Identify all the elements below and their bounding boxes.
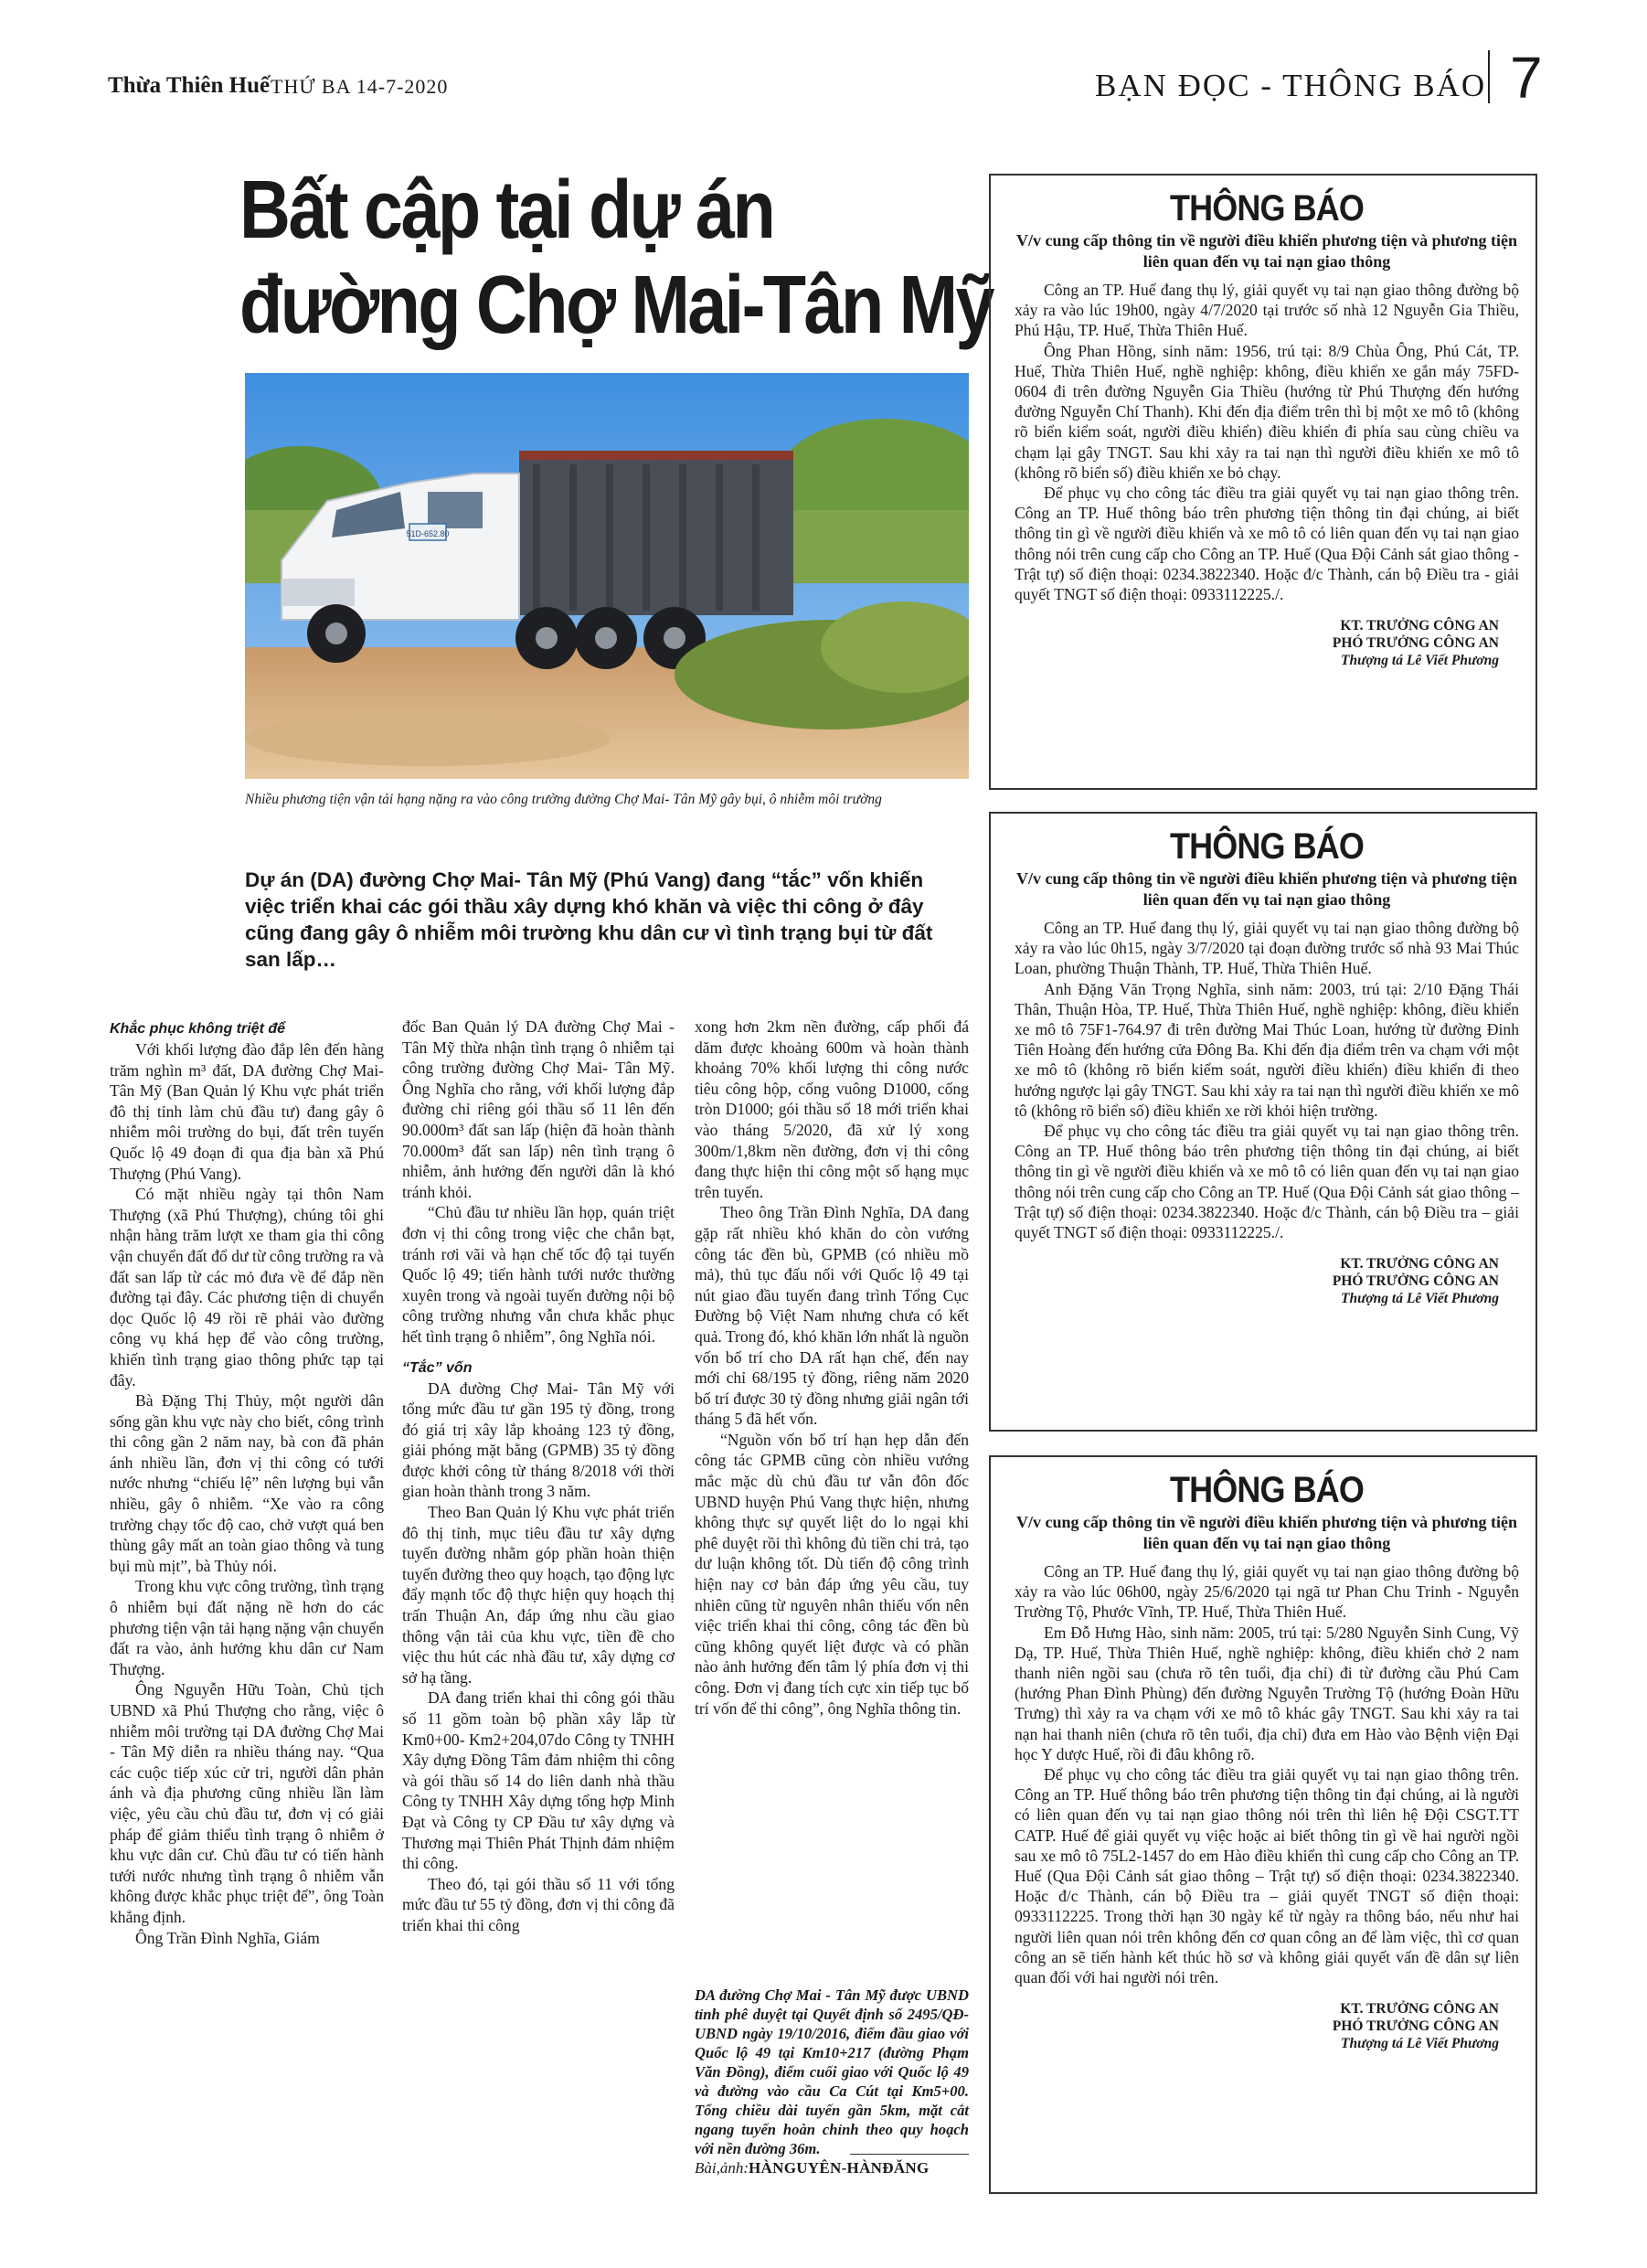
notice-title: THÔNG BÁO	[1170, 188, 1364, 229]
paragraph: Ông Nguyễn Hữu Toàn, Chủ tịch UBND xã Phú Thượng cho rằng, việc ô nhiễm môi trường tại DA đường Chợ Mai - Tân Mỹ diễn ra nhiều tháng nay. “Qua các cuộc tiếp xúc cử tri, người dân phản ánh và địa phương cũng nhiều lần làm việc, yêu cầu chủ đầu tư, đơn vị có giải pháp để giảm thiểu tình trạng ô nhiễm ở khu vực dân cư. Chủ đầu tư có tiến hành tưới nước nhưng tình trạng ô nhiễm vẫn không được khắc phục triệt để”, ông Toàn khẳng định.	[110, 1680, 384, 1926]
notice-paragraph: Để phục vụ cho công tác điều tra giải quyết vụ tai nạn giao thông trên. Công an TP. Huế thông báo trên phương tiện thông tin đại chúng, ai là người có liên quan đến vụ tai nạn giao thông nói trên thì liên hệ Đội CSGT.TT CATP. Huế để giải quyết vụ việc hoặc ai biết thông tin gì về hai người ngồi sau xe mô tô 75L2-1457 do em Hào điều khiển thì cung cấp cho Công an TP. Huế (Qua Đội Cảnh sát giao thông – Trật tự) số điện thoại: 0234.3822340. Hoặc đ/c Thành, cán bộ Điều tra – giải quyết TNGT số điện thoại: 0933112225. Trong thời hạn 30 ngày kể từ ngày ra thông báo, nếu như hai người liên quan nói trên không đến cơ quan công an để làm việc, thì cơ quan công an sẽ tiến hành kết thúc hồ sơ và không giải quyết vấn đề dân sự liên quan đối với hai người nói trên.	[1015, 1765, 1519, 1987]
paragraph: Ông Trần Đình Nghĩa, Giám	[135, 1928, 320, 1947]
signature-line-1: KT. TRƯỞNG CÔNG AN	[1340, 618, 1499, 634]
byline	[695, 2159, 930, 2177]
article-column-1	[110, 1019, 384, 1948]
section-title: BẠN ĐỌC - THÔNG BÁO	[1095, 68, 1487, 103]
article-column-3	[695, 1017, 969, 1719]
issue-date: THỨ BA 14-7-2020	[271, 75, 449, 98]
byline-divider	[850, 2154, 969, 2155]
paragraph: đốc Ban Quản lý DA đường Chợ Mai - Tân Mỹ thừa nhận tình trạng ô nhiễm tại công trường đường Chợ Mai- Tân Mỹ. Ông Nghĩa cho rằng, với khối lượng đắp đường chỉ riêng gói thầu số 11 lên đến 90.000m³ đất san lấp (hiện đã hoàn thành 70.000m³ đất san lấp) nên tình trạng ô nhiễm, ảnh hưởng đến người dân là khó tránh khỏi.	[402, 1017, 675, 1201]
paragraph: Theo Ban Quản lý Khu vực phát triển đô thị tỉnh, mục tiêu đầu tư xây dựng tuyến đường nhằm góp phần hoàn thiện tuyến đường theo quy hoạch, tạo động lực đẩy mạnh tốc độ thực hiện quy hoạch thị trấn Thuận An, đáp ứng nhu cầu giao thông vận tải của khu vực, tiền đề cho việc thu hút các nhà đầu tư, xây dựng cơ sở hạ tầng.	[402, 1503, 675, 1687]
signature-line-1: KT. TRƯỞNG CÔNG AN	[1340, 1256, 1499, 1272]
notice-signature	[1015, 617, 1519, 669]
paragraph: Trong khu vực công trường, tình trạng ô nhiễm bụi đất nặng nề hơn do các phương tiện vận tải hạng nặng vận chuyển đất ra vào, ảnh hưởng khu dân cư Nam Thượng.	[110, 1577, 384, 1678]
notice-paragraph: Công an TP. Huế đang thụ lý, giải quyết vụ tai nạn giao thông đường bộ xảy ra vào lúc 19h00, ngày 4/7/2020 tại trước số nhà 12 Nguyễn Gia Thiều, Phú Hậu, TP. Huế, Thừa Thiên Huế.	[1015, 281, 1519, 340]
paragraph: Theo đó, tại gói thầu số 11 với tổng mức đầu tư 55 tỷ đồng, đơn vị thi công đã triển khai thi công	[402, 1874, 675, 1934]
subhead-2: “Tắc” vốn	[402, 1359, 473, 1376]
paragraph: DA đang triển khai thi công gói thầu số 11 gồm toàn bộ phần xây lắp từ Km0+00- Km2+204,07do Công ty TNHH Xây dựng Đồng Tâm đảm nhiệm thi công và gói thầu số 14 do liên danh nhà thầu Công ty TNHH Xây dựng tổng hợp Minh Đạt và Công ty CP Đầu tư xây dựng và Thương mại Thiên Phát Thịnh đảm nhiệm thi công.	[402, 1688, 675, 1873]
notice-signature	[1015, 1255, 1519, 1307]
paragraph: Bà Đặng Thị Thủy, một người dân sống gần khu vực này cho biết, công trình thi công gần 2 năm nay, bà con đã phản ánh nhiều lần, đơn vị thi công có tưới nước nhưng “chiếu lệ” nên lượng bụi vẫn nhiều, gây ô nhiễm. “Xe vào ra công trường chạy tốc độ cao, chở vượt quá ben thùng gây mất an toàn giao thông và tung bụi mù mịt”, bà Thủy nói.	[110, 1391, 384, 1575]
paragraph: “Nguồn vốn bố trí hạn hẹp dẫn đến công tác GPMB cũng còn nhiều vướng mắc mặc dù chủ đầu tư vẫn đôn đốc UBND huyện Phú Vang thực hiện, nhưng không thực sự quyết liệt do lo ngại khi phê duyệt rồi thì không đủ tiền chi trả, tạo dư luận không tốt. Dù tiến độ công trình hiện nay cơ bản đáp ứng yêu cầu, tuy nhiên cũng từ nguyên nhân thiếu vốn nên việc triển khai thi công, công tác đền bù cũng không quyết liệt được và có phần nào ảnh hưởng đến tâm lý phía đơn vị thi công. Đơn vị đang tích cực xin tiếp tục bố trí vốn để thi công”, ông Nghĩa thông tin.	[695, 1430, 969, 1718]
article-photo	[245, 373, 969, 779]
paragraph: Có mặt nhiều ngày tại thôn Nam Thượng (xã Phú Thượng), chúng tôi ghi nhận hàng trăm lượt xe tham gia thi công vận chuyển đất đổ dư từ công trường ra và đất san lấp từ các mỏ đưa về để đắp nền đường tại đây. Các phương tiện di chuyển dọc Quốc lộ 49 rồi rẽ phải vào đường công vụ khá hẹp để vào công trường, khiến tình trạng giao thông phức tạp tại đây.	[110, 1185, 384, 1390]
notice-signature	[1015, 2000, 1519, 2052]
notice-body	[1015, 1561, 1519, 1987]
notice-paragraph: Em Đỗ Hưng Hào, sinh năm: 2005, trú tại: 5/280 Nguyễn Sinh Cung, Vỹ Dạ, TP. Huế, Thừa Thiên Huế, nghề nghiệp: không, điều khiển chở 2 nam thanh niên ngồi sau (chưa rõ tên tuổi, địa chỉ) đi từ đường cầu Phú Cam (hướng Phan Đình Phùng) đến đường Nguyễn Trường Tộ (hướng Đoàn Hữu Trưng) thì xảy ra va chạm với xe mô tô khác gây TNGT. Sau khi xảy ra tai nạn hai thanh niên (chưa rõ tên tuổi, địa chỉ) đưa em Hào vào Bệnh viện Đại học Y dược Huế, rồi đi đâu không rõ.	[1015, 1623, 1519, 1763]
notice-body	[1015, 918, 1519, 1242]
paragraph: Theo ông Trần Đình Nghĩa, DA đang gặp rất nhiều khó khăn do còn vướng công tác đền bù, GPMB (có nhiều mồ mả), thủ tục đấu nối với Quốc lộ 49 tại nút giao đầu tuyến đang trình Tổng Cục Đường bộ Việt Nam nhưng chưa có kết quả. Trong đó, khó khăn lớn nhất là nguồn vốn bố trí cho DA rất hạn chế, đến nay mới chỉ 68/195 tỷ đồng, riêng năm 2020 bố trí được 30 tỷ đồng nhưng giải ngân tới tháng 5 đã hết vốn.	[695, 1203, 969, 1429]
notice-paragraph: Công an TP. Huế đang thụ lý, giải quyết vụ tai nạn giao thông đường bộ xảy ra vào lúc 0h15, ngày 3/7/2020 tại đoạn đường trước số nhà 93 Mai Thúc Loan, phường Thuận Thành, TP. Huế, Thừa Thiên Huế.	[1015, 919, 1519, 978]
article-lede: Dự án (DA) đường Chợ Mai- Tân Mỹ (Phú Vang) đang “tắc” vốn khiến việc triển khai các gói thầu xây dựng khó khăn và việc thi công ở đây cũng đang gây ô nhiễm môi trường khu dân cư vì tình trạng bụi từ đất san lấp…	[245, 868, 933, 971]
byline-author: HÀNGUYÊN-HÀNĐĂNG	[749, 2159, 930, 2177]
notice-paragraph: Ông Phan Hồng, sinh năm: 1956, trú tại: 8/9 Chùa Ông, Phú Cát, TP. Huế, Thừa Thiên Huế, nghề nghiệp: không, điều khiển xe gắn máy 75FD-0604 đi trên đường Nguyễn Gia Thiều (hướng từ Phú Thượng đến hướng đường Nguyễn Chí Thanh). Khi đến địa điểm trên thì bị một xe mô tô (không rõ biển kiểm soát, người điều khiển) điều khiển đi phía sau cùng chiều va chạm lại gây TNGT. Sau khi xảy ra tai nạn thì người điều khiển xe mô tô (không rõ biển số) điều khiển xe bỏ chạy.	[1015, 341, 1519, 482]
byline-prefix: Bài,ảnh:	[695, 2159, 749, 2177]
signature-name: Thượng tá Lê Viết Phương	[1340, 2036, 1499, 2052]
notice-box-1	[989, 174, 1537, 790]
notice-paragraph: Để phục vụ cho công tác điều tra giải quyết vụ tai nạn giao thông trên. Công an TP. Huế thông báo trên phương tiện thông tin đại chúng, ai biết thông tin gì về người điều khiển và xe mô tô có liên quan đến vụ tai nạn giao thông nói trên cung cấp cho Công an TP. Huế (Qua Đội Cảnh sát giao thông - Trật tự) số điện thoại: 0234.3822340. Hoặc đ/c Thành, cán bộ Điều tra - giải quyết TNGT số điện thoại: 0933112225./.	[1015, 484, 1519, 604]
signature-name: Thượng tá Lê Viết Phương	[1340, 653, 1499, 669]
notice-paragraph: Công an TP. Huế đang thụ lý, giải quyết vụ tai nạn giao thông đường bộ xảy ra vào lúc 06h00, ngày 25/6/2020 tại ngã tư Phan Chu Trinh - Nguyễn Trường Tộ, Phước Vĩnh, TP. Huế, Thừa Thiên Huế.	[1015, 1562, 1519, 1622]
notice-subtitle: V/v cung cấp thông tin về người điều khiển phương tiện và phương tiện liên quan đến vụ tai nạn giao thông	[1016, 1513, 1517, 1552]
paragraph: Với khối lượng đào đắp lên đến hàng trăm nghìn m³ đất, DA đường Chợ Mai- Tân Mỹ (Ban Quản lý Khu vực phát triển đô thị tỉnh làm chủ đầu tư) đang gây ô nhiễm môi trường do bụi, đất trên tuyến Quốc lộ 49 đoạn đi qua địa bàn xã Phú Thượng (Phú Vang).	[110, 1040, 384, 1183]
notice-paragraph: Anh Đặng Văn Trọng Nghĩa, sinh năm: 2003, trú tại: 2/10 Đặng Thái Thân, Thuận Hòa, TP. Huế, Thừa Thiên Huế, nghề nghiệp: không, điều khiển xe mô tô 75F1-764.97 đi trên đường Mai Thúc Loan, hướng từ đường Đinh Tiên Hoàng đến hướng cửa Đông Ba. Khi đến địa điểm trên va chạm với một xe mô tô (không rõ biển kiểm soát, người điều khiển) điều khiển đi theo hướng ngược lại gây TNGT. Sau khi xảy ra tai nạn thì người điều khiển xe mô tô (không rõ biển số) điều khiển xe rời khỏi hiện trường.	[1015, 979, 1519, 1120]
paragraph: xong hơn 2km nền đường, cấp phối đá dăm được khoảng 600m và hoàn thành khoảng 70% khối lượng thi công nước tiêu công hộp, cống vuông D1000, cống tròn D1000; gói thầu số 18 mới triển khai vào tháng 5/2020, đã xử lý xong 300m/1,8km nền đường, đơn vị thi công đang thực hiện thi công một số hạng mục trên tuyến.	[695, 1017, 969, 1201]
signature-line-1: KT. TRƯỞNG CÔNG AN	[1340, 2001, 1499, 2018]
notice-box-3	[989, 1455, 1537, 2194]
signature-line-2: PHÓ TRƯỞNG CÔNG AN	[1332, 2018, 1499, 2035]
page-number: 7	[1510, 45, 1543, 111]
photo-caption: Nhiều phương tiện vận tải hạng nặng ra vào công trường đường Chợ Mai- Tân Mỹ gây bụi, ô nhiễm môi trường	[245, 792, 882, 807]
paragraph: DA đường Chợ Mai- Tân Mỹ với tổng mức đầu tư gần 195 tỷ đồng, trong đó giá trị xây lắp khoảng 123 tỷ đồng, giải phóng mặt bằng (GPMB) 35 tỷ đồng được khởi công từ tháng 8/2018 với thời gian hoàn thành trong 3 năm.	[402, 1379, 675, 1501]
headline-line-2: đường Chợ Mai-Tân Mỹ	[239, 260, 993, 351]
notice-box-2	[989, 812, 1537, 1432]
truck-photo-illustration	[245, 373, 969, 779]
notice-subtitle: V/v cung cấp thông tin về người điều khiển phương tiện và phương tiện liên quan đến vụ tai nạn giao thông	[1016, 231, 1517, 271]
truck-plate-text: 51D-652.80	[406, 529, 450, 538]
headline-line-1: Bất cập tại dự án	[239, 165, 774, 256]
notice-subtitle: V/v cung cấp thông tin về người điều khiển phương tiện và phương tiện liên quan đến vụ tai nạn giao thông	[1016, 869, 1517, 909]
paragraph: “Chủ đầu tư nhiều lần họp, quán triệt đơn vị thi công trong việc che chắn bạt, tránh rơi vãi và hạn chế tốc độ tại tuyến Quốc lộ 49; tiến hành tưới nước thường xuyên trong và ngoài tuyến đường nội bộ công trường nhưng vẫn chưa khắc phục hết tình trạng ô nhiễm”, ông Nghĩa nói.	[402, 1203, 675, 1346]
signature-line-2: PHÓ TRƯỞNG CÔNG AN	[1332, 1273, 1499, 1290]
masthead: Thừa Thiên Huế	[108, 73, 271, 98]
signature-name: Thượng tá Lê Viết Phương	[1340, 1291, 1499, 1307]
notice-body	[1015, 280, 1519, 604]
article-column-2	[402, 1017, 675, 1936]
notice-title: THÔNG BÁO	[1170, 826, 1364, 867]
header-divider	[1488, 50, 1490, 103]
signature-line-2: PHÓ TRƯỞNG CÔNG AN	[1332, 635, 1499, 652]
notice-title: THÔNG BÁO	[1170, 1470, 1364, 1510]
headline	[239, 163, 993, 353]
subhead-1: Khắc phục không triệt để	[110, 1021, 286, 1037]
fact-box: DA đường Chợ Mai - Tân Mỹ được UBND tỉnh phê duyệt tại Quyết định số 2495/QĐ-UBND ngày 19/10/2016, điểm đầu giao với Quốc lộ 49 tại Km10+217 (đường Phạm Văn Đồng), điểm cuối giao với Quốc lộ 49 và đường vào cầu Ca Cút tại Km5+00. Tổng chiều dài tuyến gần 5km, mặt cắt ngang tuyến hoàn chỉnh theo quy hoạch với nền đường 36m.	[695, 1986, 969, 2157]
notice-paragraph: Để phục vụ cho công tác điều tra giải quyết vụ tai nạn giao thông trên. Công an TP. Huế thông báo trên phương tiện thông tin đại chúng, ai biết thông tin gì về người điều khiển và xe mô tô có liên quan đến vụ tai nạn giao thông nói trên cung cấp cho Công an TP. Huế (Qua Đội Cảnh sát giao thông – Trật tự) số điện thoại: 0234.3822340. Hoặc đ/c Thành, cán bộ Điều tra – giải quyết TNGT số điện thoại: 0933112225./.	[1015, 1122, 1519, 1242]
